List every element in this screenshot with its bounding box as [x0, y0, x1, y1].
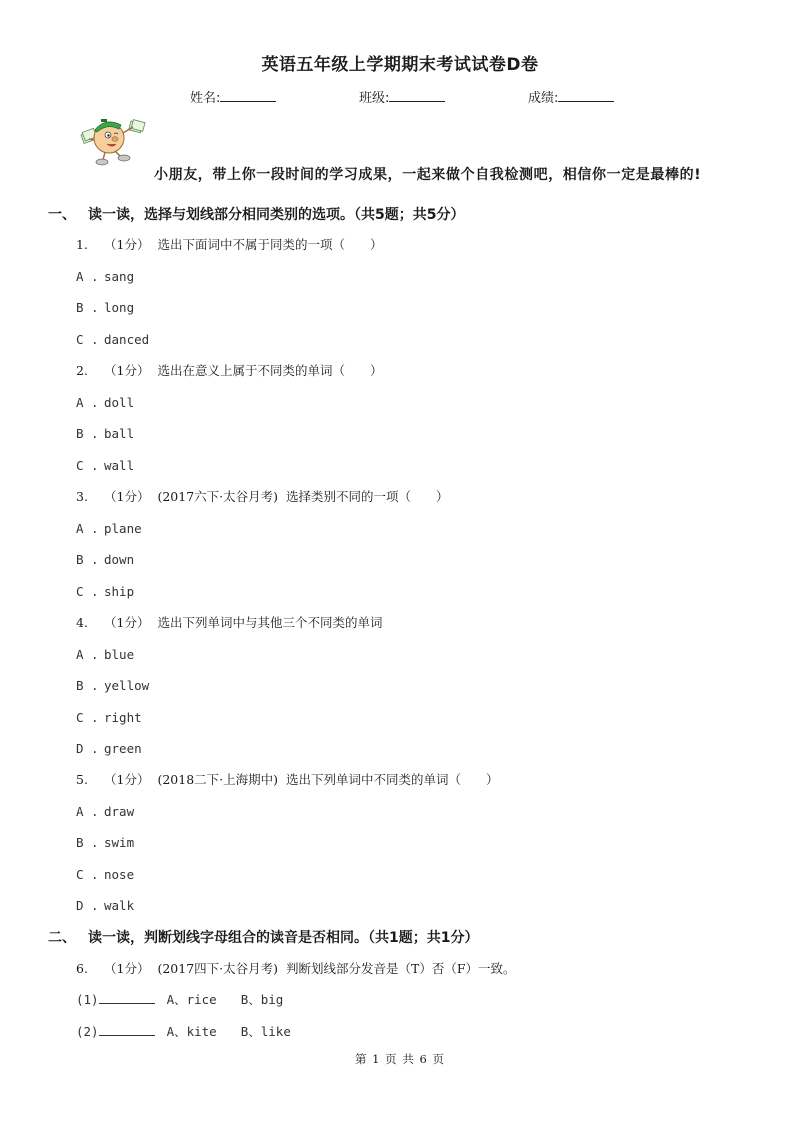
- option-text: doll: [104, 395, 135, 410]
- option-letter: C .: [76, 710, 99, 725]
- option-letter: B .: [76, 426, 99, 441]
- section-title: 读一读，判断划线字母组合的读音是否相同。（共1题；共1分）: [88, 930, 479, 946]
- class-field[interactable]: [359, 87, 445, 106]
- question: [76, 613, 382, 631]
- option-c[interactable]: [76, 710, 142, 725]
- section-number: 一、: [48, 207, 76, 223]
- option-text: down: [104, 552, 135, 567]
- option-text: long: [104, 300, 135, 315]
- class-label: 班级:: [359, 91, 390, 106]
- option-text: yellow: [104, 678, 150, 693]
- option-text: ship: [104, 584, 135, 599]
- question-number: 2.: [76, 363, 88, 378]
- cartoon-boy-icon: [75, 113, 150, 171]
- question-number: 5.: [76, 772, 88, 787]
- sub-question: [76, 1022, 315, 1040]
- class-blank[interactable]: [389, 89, 445, 102]
- option-letter: A .: [76, 269, 99, 284]
- option-a[interactable]: [76, 647, 134, 662]
- option-c[interactable]: [76, 458, 134, 473]
- section-heading: [48, 927, 478, 947]
- option-letter: C .: [76, 458, 99, 473]
- question-text: 选出在意义上属于不同类的单词（ ）: [157, 363, 383, 378]
- question-score: （1分）: [104, 961, 150, 976]
- question-score: （1分）: [104, 772, 150, 787]
- question: [76, 487, 449, 505]
- option-text: wall: [104, 458, 135, 473]
- option-text: sang: [104, 269, 135, 284]
- option-b[interactable]: [76, 426, 134, 441]
- option-text: nose: [104, 867, 135, 882]
- option-text: ball: [104, 426, 135, 441]
- question-text: 选出下面词中不属于同类的一项（ ）: [157, 237, 383, 252]
- choice-b: B、like: [240, 1024, 291, 1039]
- page-number: 第 1 页 共 6 页: [355, 1052, 445, 1066]
- sub-question: [76, 990, 307, 1008]
- option-letter: A .: [76, 647, 99, 662]
- question: [76, 361, 382, 379]
- answer-blank[interactable]: [99, 992, 155, 1004]
- option-letter: D .: [76, 741, 99, 756]
- option-text: plane: [104, 521, 142, 536]
- option-b[interactable]: [76, 835, 134, 850]
- question-number: 1.: [76, 237, 88, 252]
- option-c[interactable]: [76, 332, 149, 347]
- question-text: 选出下列单词中不同类的单词（ ）: [286, 772, 499, 787]
- option-letter: C .: [76, 584, 99, 599]
- exam-title: 英语五年级上学期期末考试试卷D卷: [261, 55, 539, 75]
- option-letter: B .: [76, 678, 99, 693]
- option-b[interactable]: [76, 552, 134, 567]
- question-score: （1分）: [104, 489, 150, 504]
- option-a[interactable]: [76, 269, 134, 284]
- option-b[interactable]: [76, 678, 149, 693]
- option-letter: B .: [76, 835, 99, 850]
- question-text: 选择类别不同的一项（ ）: [286, 489, 449, 504]
- score-label: 成绩:: [528, 91, 559, 106]
- option-letter: C .: [76, 867, 99, 882]
- option-letter: A .: [76, 521, 99, 536]
- choice-a: A、rice: [166, 992, 217, 1007]
- question-score: （1分）: [104, 363, 150, 378]
- option-text: right: [104, 710, 142, 725]
- question-source: (2017四下·太谷月考): [157, 961, 278, 976]
- score-blank[interactable]: [558, 89, 614, 102]
- question-score: （1分）: [104, 615, 150, 630]
- answer-blank[interactable]: [99, 1024, 155, 1036]
- section-title: 读一读，选择与划线部分相同类别的选项。（共5题；共5分）: [88, 207, 465, 223]
- name-field[interactable]: [190, 87, 276, 106]
- option-text: walk: [104, 898, 135, 913]
- encouragement-text: 小朋友，带上你一段时间的学习成果，一起来做个自我检测吧，相信你一定是最棒的!: [154, 167, 702, 183]
- option-a[interactable]: [76, 804, 134, 819]
- score-field[interactable]: [528, 87, 614, 106]
- sub-label: (2): [76, 1024, 99, 1039]
- question-source: (2018二下·上海期中): [157, 772, 278, 787]
- name-label: 姓名:: [190, 91, 221, 106]
- option-b[interactable]: [76, 300, 134, 315]
- sub-label: (1): [76, 992, 99, 1007]
- option-letter: C .: [76, 332, 99, 347]
- option-d[interactable]: [76, 741, 142, 756]
- section-number: 二、: [48, 930, 76, 946]
- option-letter: D .: [76, 898, 99, 913]
- option-c[interactable]: [76, 867, 134, 882]
- question: [76, 235, 382, 253]
- option-text: green: [104, 741, 142, 756]
- question-number: 3.: [76, 489, 88, 504]
- option-letter: B .: [76, 552, 99, 567]
- question-number: 4.: [76, 615, 88, 630]
- choice-a: A、kite: [166, 1024, 217, 1039]
- option-letter: A .: [76, 395, 99, 410]
- option-d[interactable]: [76, 898, 134, 913]
- question-score: （1分）: [104, 237, 150, 252]
- option-text: danced: [104, 332, 150, 347]
- name-blank[interactable]: [220, 89, 276, 102]
- option-a[interactable]: [76, 521, 142, 536]
- question-text: 判断划线部分发音是（T）否（F）一致。: [286, 961, 516, 976]
- question: [76, 770, 499, 788]
- option-text: blue: [104, 647, 135, 662]
- option-text: draw: [104, 804, 135, 819]
- option-letter: B .: [76, 300, 99, 315]
- option-text: swim: [104, 835, 135, 850]
- question-number: 6.: [76, 961, 88, 976]
- question: [76, 959, 516, 977]
- option-a[interactable]: [76, 395, 134, 410]
- question-source: (2017六下·太谷月考): [157, 489, 278, 504]
- option-letter: A .: [76, 804, 99, 819]
- section-heading: [48, 204, 464, 224]
- option-c[interactable]: [76, 584, 134, 599]
- choice-b: B、big: [240, 992, 284, 1007]
- question-text: 选出下列单词中与其他三个不同类的单词: [157, 615, 383, 630]
